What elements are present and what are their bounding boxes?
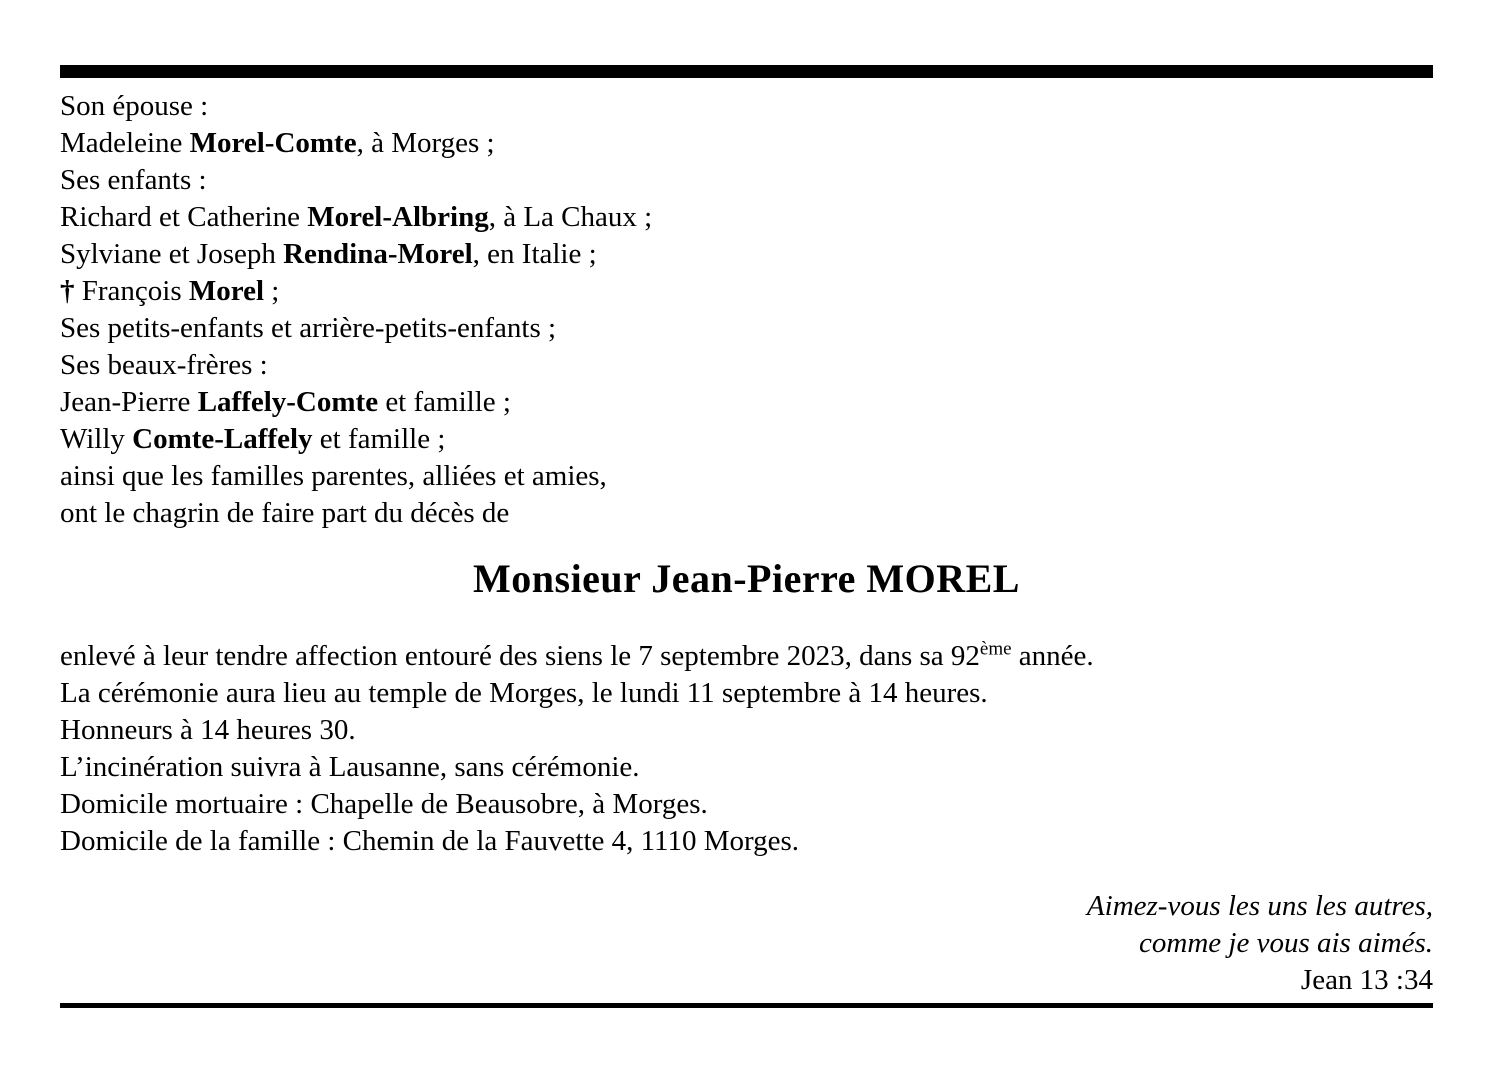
- family-name-bold: Laffely-Comte: [197, 386, 379, 418]
- detail-line-text: enlevé à leur tendre affection entouré des siens le 7 septembre 2023, dans sa 92: [60, 640, 980, 672]
- family-line-text: et famille ;: [378, 386, 511, 418]
- family-line: [60, 273, 1433, 310]
- family-line-text: , en Italie ;: [472, 238, 597, 270]
- quote-line: Aimez-vous les uns les autres,: [1086, 890, 1433, 922]
- detail-line: [60, 712, 1433, 749]
- family-name-bold: Morel: [188, 275, 265, 307]
- family-line: [60, 421, 1433, 458]
- detail-line-text: Honneurs à 14 heures 30.: [60, 714, 356, 746]
- family-line-text: ainsi que les familles parentes, alliées et amies,: [60, 460, 607, 492]
- family-name-bold: Morel-Albring: [307, 201, 489, 233]
- family-line: [60, 88, 1433, 125]
- detail-line-text: La cérémonie aura lieu au temple de Morges, le lundi 11 septembre à 14 heures.: [60, 677, 988, 709]
- family-line: [60, 199, 1433, 236]
- family-line-text: Son épouse :: [60, 90, 209, 122]
- detail-line: [60, 786, 1433, 823]
- page-content: [0, 65, 1492, 1008]
- detail-line-text: année.: [1011, 640, 1094, 672]
- family-line-text: Jean-Pierre: [60, 386, 198, 418]
- family-line-text: Ses enfants :: [60, 164, 207, 196]
- family-line-text: , à La Chaux ;: [488, 201, 653, 233]
- ordinal-suffix: ème: [979, 638, 1012, 660]
- detail-line: [60, 638, 1433, 675]
- family-name-bold: Morel-Comte: [189, 127, 357, 159]
- family-section: [60, 88, 1433, 532]
- family-line: [60, 458, 1433, 495]
- family-line: [60, 310, 1433, 347]
- family-line: [60, 162, 1433, 199]
- family-line-text: ont le chagrin de faire part du décès de: [60, 497, 510, 529]
- family-line: [60, 236, 1433, 273]
- family-line-text: Ses beaux-frères :: [60, 349, 268, 381]
- family-name-bold: Comte-Laffely: [132, 423, 313, 455]
- top-divider: [60, 65, 1433, 78]
- family-name-bold: Rendina-Morel: [283, 238, 473, 270]
- quote-line: comme je vous ais aimés.: [1139, 927, 1433, 959]
- quote-section: [60, 888, 1433, 999]
- cross-symbol: †: [60, 275, 82, 307]
- bottom-divider: [60, 1003, 1433, 1008]
- family-line-text: Madeleine: [60, 127, 190, 159]
- family-line-text: Ses petits-enfants et arrière-petits-enfants ;: [60, 312, 557, 344]
- detail-line: [60, 675, 1433, 712]
- family-line: [60, 384, 1433, 421]
- deceased-name-title: Monsieur Jean-Pierre MOREL: [473, 556, 1020, 601]
- detail-line-text: L’incinération suivra à Lausanne, sans cérémonie.: [60, 751, 640, 783]
- family-line: [60, 495, 1433, 532]
- family-line-text: et famille ;: [312, 423, 446, 455]
- detail-line-text: Domicile mortuaire : Chapelle de Beausobre, à Morges.: [60, 788, 708, 820]
- family-line-text: ;: [264, 275, 280, 307]
- family-line-text: Willy: [60, 423, 133, 455]
- family-line-text: Richard et Catherine: [60, 201, 308, 233]
- family-line: [60, 125, 1433, 162]
- detail-line-text: Domicile de la famille : Chemin de la Fauvette 4, 1110 Morges.: [60, 825, 800, 857]
- quote-reference: Jean 13 :34: [1300, 964, 1433, 996]
- detail-line: [60, 749, 1433, 786]
- family-line-text: , à Morges ;: [356, 127, 495, 159]
- family-line: [60, 347, 1433, 384]
- family-line-text: Sylviane et Joseph: [60, 238, 284, 270]
- family-line-text: François: [81, 275, 189, 307]
- detail-line: [60, 823, 1433, 860]
- details-section: [60, 638, 1433, 860]
